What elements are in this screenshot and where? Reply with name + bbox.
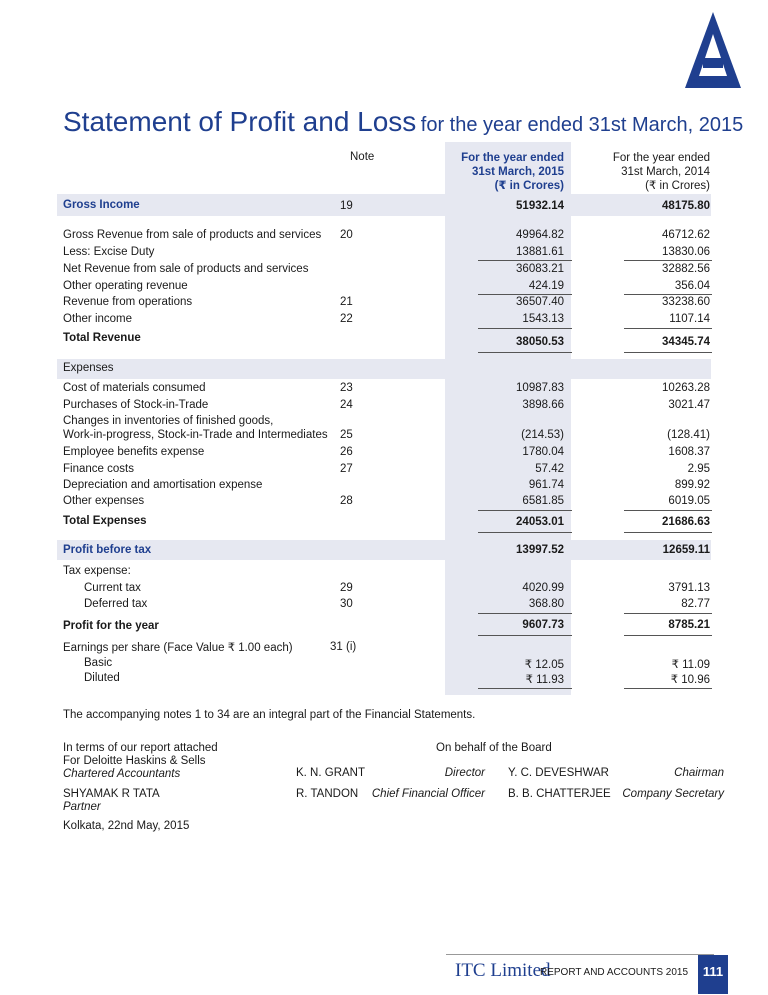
- revenue-prev: 32882.56: [662, 263, 710, 275]
- expense-label: Finance costs: [63, 463, 134, 475]
- revenue-label: Net Revenue from sale of products and services: [63, 263, 309, 275]
- expense-cur: (214.53): [521, 429, 564, 441]
- revenue-cur: 36083.21: [516, 263, 564, 275]
- current-tax-note: 29: [340, 582, 353, 594]
- gross-income-prev: 48175.80: [662, 200, 710, 212]
- revenue-prev: 1107.14: [669, 313, 710, 325]
- auditor-line1: In terms of our report attached: [63, 742, 218, 754]
- expense-prev: 2.95: [687, 463, 710, 475]
- total-revenue-label: Total Revenue: [63, 332, 141, 344]
- expense-cur: 3898.66: [522, 399, 564, 411]
- subtotal-rule: [624, 328, 712, 329]
- prev-header-line1: For the year ended: [612, 152, 710, 164]
- expenses-band: [57, 359, 711, 379]
- expense-cur: 6581.85: [522, 495, 564, 507]
- cur-header-line3: (₹ in Crores): [494, 180, 564, 192]
- subtotal-rule: [624, 613, 712, 614]
- gross-income-note: 19: [340, 200, 353, 212]
- gross-income-band: [57, 194, 711, 216]
- revenue-prev: 33238.60: [662, 296, 710, 308]
- revenue-label: Other operating revenue: [63, 280, 188, 292]
- subtotal-rule: [478, 613, 572, 614]
- eps-basic-prev: ₹ 11.09: [671, 659, 710, 671]
- expense-cur: 961.74: [528, 479, 564, 491]
- tax-heading: Tax expense:: [63, 565, 131, 577]
- expense-prev: 3021.47: [668, 399, 710, 411]
- subtotal-rule: [624, 260, 712, 261]
- total-expenses-prev: 21686.63: [662, 516, 710, 528]
- subtotal-rule: [624, 510, 712, 511]
- revenue-note: 20: [340, 229, 353, 241]
- partner-name: SHYAMAK R TATA: [63, 788, 160, 800]
- revenue-label: Less: Excise Duty: [63, 246, 155, 258]
- expense-note: 24: [340, 399, 353, 411]
- deferred-tax-prev: 82.77: [681, 598, 710, 610]
- revenue-label: Other income: [63, 313, 133, 325]
- profit-cur: 9607.73: [522, 619, 564, 631]
- expense-cur: 10987.83: [516, 382, 564, 394]
- eps-label: Earnings per share (Face Value ₹ 1.00 each): [63, 642, 293, 654]
- cur-header-line1: For the year ended: [461, 152, 564, 164]
- revenue-cur: 49964.82: [516, 229, 564, 241]
- pbt-cur: 13997.52: [516, 544, 564, 556]
- revenue-cur: 13881.61: [516, 246, 564, 258]
- revenue-note: 21: [340, 296, 353, 308]
- revenue-prev: 13830.06: [662, 246, 710, 258]
- total-rule: [624, 635, 712, 636]
- expense-prev: 6019.05: [668, 495, 710, 507]
- revenue-label: Revenue from operations: [63, 296, 193, 308]
- subtotal-rule: [624, 294, 712, 295]
- expense-note: 27: [340, 463, 353, 475]
- auditor-line2: For Deloitte Haskins & Sells: [63, 755, 206, 767]
- footer-report: REPORT AND ACCOUNTS 2015: [540, 967, 689, 978]
- total-expenses-label: Total Expenses: [63, 515, 147, 527]
- expenses-heading: Expenses: [63, 362, 114, 374]
- expense-prev: 10263.28: [662, 382, 710, 394]
- total-revenue-cur: 38050.53: [516, 336, 564, 348]
- expense-label: Other expenses: [63, 495, 145, 507]
- deferred-tax-note: 30: [340, 598, 353, 610]
- cur-header-line2: 31st March, 2015: [471, 166, 564, 178]
- revenue-cur: 36507.40: [516, 296, 564, 308]
- profit-label: Profit for the year: [63, 620, 159, 632]
- eps-diluted-label: Diluted: [84, 672, 120, 684]
- page-title: [63, 106, 743, 138]
- page-number: 111: [698, 955, 728, 994]
- expense-prev: 899.92: [674, 479, 710, 491]
- pbt-band: [57, 540, 711, 560]
- expense-cur: 1780.04: [522, 446, 564, 458]
- eps-basic-label: Basic: [84, 657, 113, 669]
- subtotal-rule: [478, 510, 572, 511]
- expense-note: 26: [340, 446, 353, 458]
- deferred-tax-cur: 368.80: [528, 598, 564, 610]
- board-member-role: Company Secretary: [622, 788, 724, 800]
- footnote: The accompanying notes 1 to 34 are an integral part of the Financial Statements.: [63, 709, 476, 721]
- revenue-cur: 424.19: [528, 280, 564, 292]
- profit-prev: 8785.21: [668, 619, 710, 631]
- total-expenses-cur: 24053.01: [516, 516, 564, 528]
- expense-label: Changes in inventories of finished goods,: [63, 415, 274, 427]
- deferred-tax-label: Deferred tax: [84, 598, 148, 610]
- board-member-name: B. B. CHATTERJEE: [508, 788, 611, 800]
- subtotal-rule: [478, 260, 572, 261]
- total-rule: [478, 635, 572, 636]
- revenue-label: Gross Revenue from sale of products and services: [63, 229, 322, 241]
- board-member-role: Chief Financial Officer: [371, 788, 485, 800]
- board-member-name: Y. C. DEVESHWAR: [508, 767, 609, 779]
- total-rule: [624, 532, 712, 533]
- eps-note: 31 (i): [330, 641, 357, 653]
- total-rule: [478, 352, 572, 353]
- expense-note: 25: [340, 429, 353, 441]
- title-main: Statement of Profit and Loss: [63, 106, 417, 137]
- logo-tagline: Enduring Value: [691, 78, 735, 85]
- eps-diluted-cur: ₹ 11.93: [525, 674, 564, 686]
- partner-role: Partner: [63, 801, 101, 813]
- revenue-cur: 1543.13: [522, 313, 564, 325]
- prev-header-line2: 31st March, 2014: [621, 166, 710, 178]
- note-column-header: Note: [350, 151, 375, 163]
- eps-diluted-prev: ₹ 10.96: [670, 674, 710, 686]
- expense-prev: 1608.37: [668, 446, 710, 458]
- expense-label: Employee benefits expense: [63, 446, 205, 458]
- board-heading: On behalf of the Board: [436, 742, 552, 754]
- current-year-header: [461, 151, 564, 193]
- board-member-name: K. N. GRANT: [296, 767, 366, 779]
- current-tax-prev: 3791.13: [668, 582, 710, 594]
- title-sub: for the year ended 31st March, 2015: [420, 114, 744, 136]
- expense-cur: 57.42: [535, 463, 564, 475]
- board-member-name: R. TANDON: [296, 788, 359, 800]
- expense-label: Depreciation and amortisation expense: [63, 479, 263, 491]
- expense-label: Cost of materials consumed: [63, 382, 206, 394]
- expense-label: Purchases of Stock-in-Trade: [63, 399, 209, 411]
- board-member-role: Director: [444, 767, 485, 779]
- pbt-prev: 12659.11: [662, 544, 710, 556]
- gross-income-label: Gross Income: [63, 199, 140, 211]
- total-rule: [624, 688, 712, 689]
- gross-income-cur: 51932.14: [516, 200, 564, 212]
- previous-year-header: [613, 151, 710, 193]
- expense-prev: (128.41): [667, 429, 710, 441]
- total-rule: [478, 532, 572, 533]
- prev-header-line3: (₹ in Crores): [645, 180, 710, 192]
- place-date: Kolkata, 22nd May, 2015: [63, 820, 190, 832]
- revenue-note: 22: [340, 313, 353, 325]
- expense-note: 23: [340, 382, 353, 394]
- pbt-label: Profit before tax: [63, 544, 152, 556]
- revenue-prev: 46712.62: [662, 229, 710, 241]
- expense-note: 28: [340, 495, 353, 507]
- eps-basic-cur: ₹ 12.05: [524, 659, 564, 671]
- expense-label-line2: Work-in-progress, Stock-in-Trade and Intermediates: [63, 429, 328, 441]
- subtotal-rule: [478, 328, 572, 329]
- current-tax-label: Current tax: [84, 582, 141, 594]
- total-rule: [478, 688, 572, 689]
- itc-logo: [683, 8, 743, 100]
- revenue-prev: 356.04: [674, 280, 710, 292]
- board-member-role: Chairman: [674, 767, 724, 779]
- subtotal-rule: [478, 294, 572, 295]
- footer-company: ITC Limited: [455, 960, 551, 981]
- auditor-line3: Chartered Accountants: [63, 768, 181, 780]
- current-tax-cur: 4020.99: [522, 582, 564, 594]
- total-rule: [624, 352, 712, 353]
- total-revenue-prev: 34345.74: [662, 336, 710, 348]
